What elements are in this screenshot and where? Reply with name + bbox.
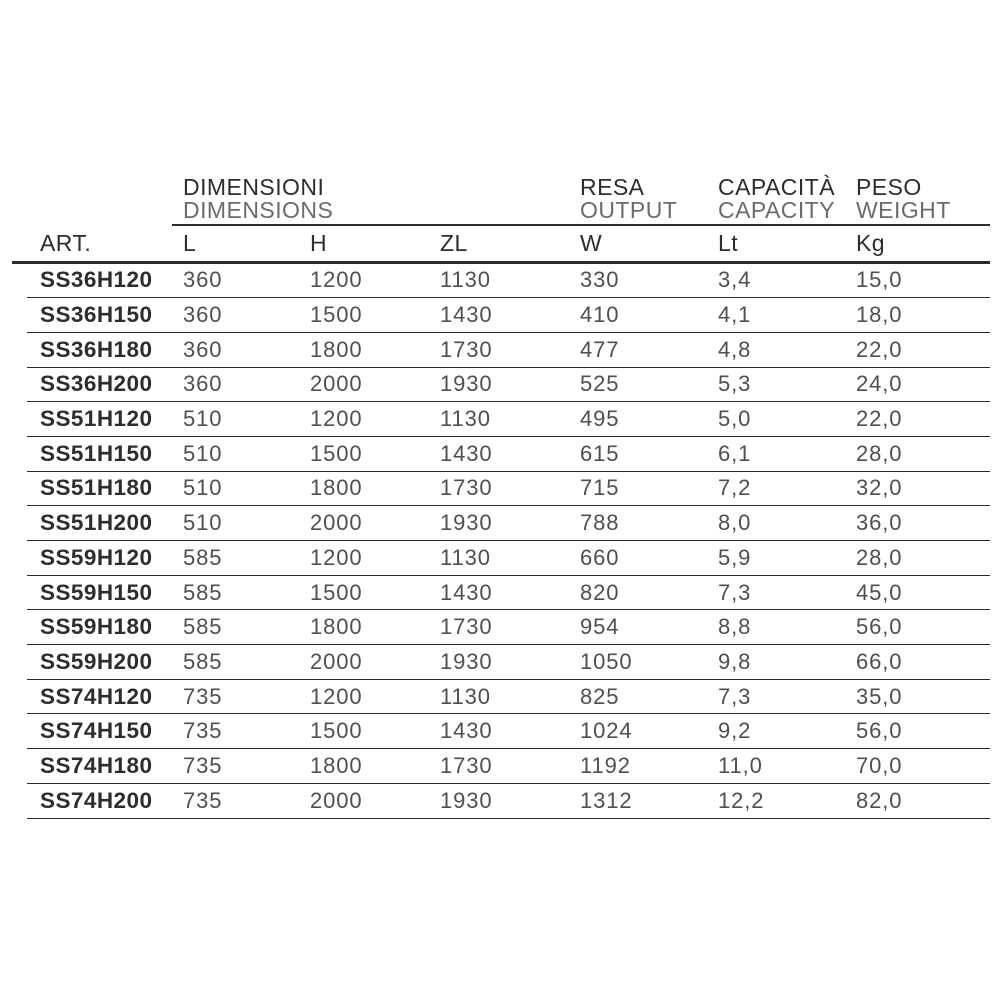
- cell-art: SS36H120: [40, 267, 153, 293]
- cell-l: 585: [183, 579, 223, 605]
- cell-art: SS59H150: [40, 579, 153, 605]
- table-row: [27, 298, 990, 333]
- cell-art: SS74H200: [40, 787, 153, 813]
- cell-h: 2000: [310, 787, 363, 813]
- cell-art: SS51H180: [40, 475, 153, 501]
- cell-lt: 8,0: [718, 510, 752, 536]
- cell-w: 715: [580, 475, 620, 501]
- cell-zl: 1730: [440, 614, 493, 640]
- col-header-h: H: [310, 230, 328, 256]
- cell-lt: 12,2: [718, 787, 765, 813]
- cell-l: 735: [183, 683, 223, 709]
- cell-w: 954: [580, 614, 620, 640]
- table-row: [27, 437, 990, 472]
- cell-kg: 66,0: [856, 648, 903, 674]
- cell-kg: 36,0: [856, 510, 903, 536]
- column-group-subtitle: WEIGHT: [856, 197, 951, 223]
- cell-h: 1500: [310, 718, 363, 744]
- cell-kg: 56,0: [856, 614, 903, 640]
- cell-art: SS74H150: [40, 718, 153, 744]
- cell-l: 360: [183, 371, 223, 397]
- cell-art: SS51H200: [40, 510, 153, 536]
- cell-zl: 1430: [440, 718, 493, 744]
- cell-l: 360: [183, 267, 223, 293]
- cell-h: 1800: [310, 752, 363, 778]
- cell-w: 495: [580, 406, 620, 432]
- cell-zl: 1930: [440, 648, 493, 674]
- cell-l: 735: [183, 718, 223, 744]
- table-row: [27, 506, 990, 541]
- cell-kg: 70,0: [856, 752, 903, 778]
- cell-w: 788: [580, 510, 620, 536]
- cell-h: 1500: [310, 440, 363, 466]
- group-header-divider: [172, 224, 990, 226]
- column-group-title: RESA: [580, 174, 645, 200]
- cell-lt: 3,4: [718, 267, 752, 293]
- table-row: [27, 472, 990, 507]
- table-row: [27, 610, 990, 645]
- table-row: [27, 333, 990, 368]
- cell-lt: 8,8: [718, 614, 752, 640]
- cell-l: 510: [183, 510, 223, 536]
- cell-zl: 1730: [440, 752, 493, 778]
- cell-zl: 1430: [440, 440, 493, 466]
- cell-kg: 24,0: [856, 371, 903, 397]
- cell-l: 735: [183, 787, 223, 813]
- cell-l: 735: [183, 752, 223, 778]
- cell-l: 510: [183, 406, 223, 432]
- cell-art: SS59H180: [40, 614, 153, 640]
- cell-lt: 7,3: [718, 683, 752, 709]
- cell-l: 510: [183, 440, 223, 466]
- cell-zl: 1130: [440, 683, 491, 709]
- table-row: [27, 645, 990, 680]
- cell-kg: 18,0: [856, 302, 903, 328]
- column-group-title: PESO: [856, 174, 922, 200]
- column-group-subtitle: OUTPUT: [580, 197, 678, 223]
- cell-lt: 5,9: [718, 544, 752, 570]
- cell-kg: 32,0: [856, 475, 903, 501]
- table-row: [27, 714, 990, 749]
- cell-l: 585: [183, 648, 223, 674]
- table-row: [27, 368, 990, 403]
- cell-zl: 1730: [440, 475, 493, 501]
- table-row: [27, 541, 990, 576]
- cell-lt: 6,1: [718, 440, 752, 466]
- cell-w: 820: [580, 579, 620, 605]
- table-row: [27, 402, 990, 437]
- table-row: [27, 680, 990, 715]
- column-group-capacity: [718, 176, 835, 221]
- cell-kg: 35,0: [856, 683, 903, 709]
- cell-w: 525: [580, 371, 620, 397]
- cell-kg: 56,0: [856, 718, 903, 744]
- cell-zl: 1930: [440, 787, 493, 813]
- cell-kg: 15,0: [856, 267, 903, 293]
- col-header-zl: ZL: [440, 230, 468, 256]
- cell-h: 1200: [310, 267, 363, 293]
- cell-kg: 82,0: [856, 787, 903, 813]
- cell-h: 1200: [310, 544, 363, 570]
- table-row: [27, 749, 990, 784]
- cell-zl: 1430: [440, 302, 493, 328]
- cell-w: 1024: [580, 718, 633, 744]
- spec-table: [12, 170, 990, 830]
- cell-w: 1050: [580, 648, 633, 674]
- cell-kg: 28,0: [856, 440, 903, 466]
- cell-art: SS36H200: [40, 371, 153, 397]
- cell-art: SS59H120: [40, 544, 153, 570]
- cell-lt: 9,2: [718, 718, 752, 744]
- col-header-l: L: [183, 230, 197, 256]
- cell-kg: 22,0: [856, 336, 903, 362]
- cell-zl: 1130: [440, 406, 491, 432]
- cell-art: SS74H120: [40, 683, 153, 709]
- column-group-weight: [856, 176, 951, 221]
- cell-h: 2000: [310, 648, 363, 674]
- cell-kg: 28,0: [856, 544, 903, 570]
- cell-l: 360: [183, 302, 223, 328]
- col-header-w: W: [580, 230, 603, 256]
- cell-w: 477: [580, 336, 620, 362]
- cell-l: 585: [183, 544, 223, 570]
- cell-w: 615: [580, 440, 620, 466]
- cell-w: 410: [580, 302, 620, 328]
- cell-lt: 7,3: [718, 579, 752, 605]
- cell-lt: 9,8: [718, 648, 752, 674]
- cell-zl: 1130: [440, 544, 491, 570]
- cell-zl: 1930: [440, 371, 493, 397]
- table-row: [27, 576, 990, 611]
- cell-h: 1200: [310, 406, 363, 432]
- col-header-kg: Kg: [856, 230, 886, 256]
- column-group-output: [580, 176, 677, 221]
- cell-art: SS59H200: [40, 648, 153, 674]
- cell-lt: 11,0: [718, 752, 763, 778]
- column-group-subtitle: CAPACITY: [718, 197, 835, 223]
- cell-lt: 4,1: [718, 302, 752, 328]
- col-header-art: ART.: [40, 230, 92, 256]
- cell-zl: 1430: [440, 579, 493, 605]
- cell-h: 1800: [310, 336, 363, 362]
- col-header-lt: Lt: [718, 230, 739, 256]
- cell-h: 2000: [310, 371, 363, 397]
- table-row: [27, 264, 990, 299]
- cell-lt: 4,8: [718, 336, 752, 362]
- cell-w: 330: [580, 267, 620, 293]
- cell-h: 1800: [310, 614, 363, 640]
- cell-w: 825: [580, 683, 620, 709]
- cell-l: 585: [183, 614, 223, 640]
- cell-h: 1200: [310, 683, 363, 709]
- cell-art: SS36H150: [40, 302, 153, 328]
- cell-h: 1500: [310, 579, 363, 605]
- column-group-title: CAPACITÀ: [718, 174, 835, 200]
- table-rows: [27, 264, 990, 819]
- cell-zl: 1930: [440, 510, 493, 536]
- column-group-subtitle: DIMENSIONS: [183, 197, 334, 223]
- cell-zl: 1130: [440, 267, 491, 293]
- cell-lt: 5,0: [718, 406, 752, 432]
- cell-w: 1312: [580, 787, 633, 813]
- cell-h: 1800: [310, 475, 363, 501]
- cell-art: SS51H150: [40, 440, 153, 466]
- cell-h: 1500: [310, 302, 363, 328]
- cell-h: 2000: [310, 510, 363, 536]
- cell-art: SS36H180: [40, 336, 153, 362]
- table-row: [27, 784, 990, 819]
- column-group-title: DIMENSIONI: [183, 174, 325, 200]
- cell-w: 1192: [580, 752, 631, 778]
- cell-lt: 7,2: [718, 475, 752, 501]
- cell-l: 510: [183, 475, 223, 501]
- cell-w: 660: [580, 544, 620, 570]
- cell-art: SS51H120: [40, 406, 153, 432]
- cell-lt: 5,3: [718, 371, 752, 397]
- cell-kg: 22,0: [856, 406, 903, 432]
- cell-art: SS74H180: [40, 752, 153, 778]
- column-group-dimensions: [183, 176, 333, 221]
- cell-l: 360: [183, 336, 223, 362]
- cell-kg: 45,0: [856, 579, 903, 605]
- cell-zl: 1730: [440, 336, 493, 362]
